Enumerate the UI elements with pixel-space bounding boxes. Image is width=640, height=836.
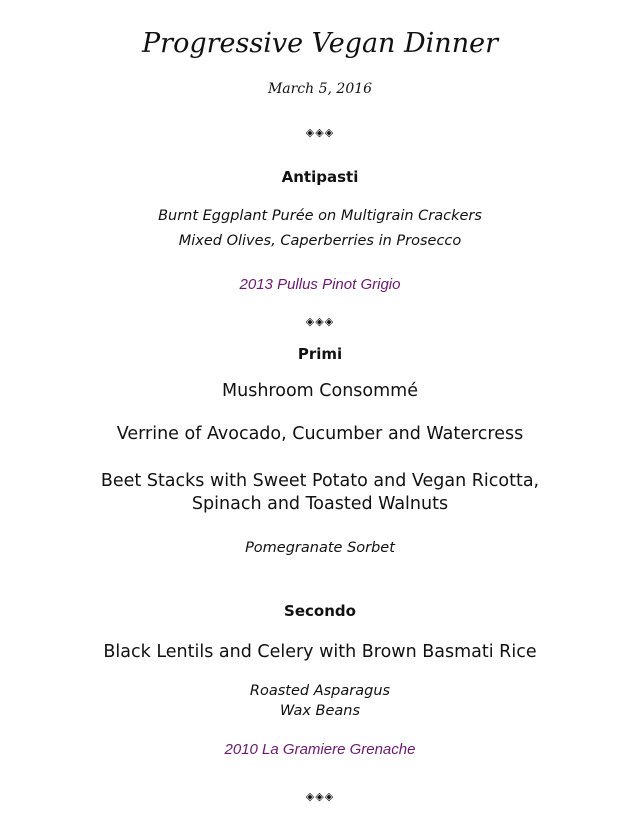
menu-item: Wax Beans	[279, 703, 361, 719]
wine-pairing: 2010 La Gramiere Grenache	[224, 741, 416, 758]
divider-ornament: ◈◈◈	[305, 126, 335, 139]
menu-item: Burnt Eggplant Purée on Multigrain Crackers	[158, 208, 482, 224]
section-heading-primi: Primi	[297, 345, 343, 363]
menu-item: Pomegranate Sorbet	[245, 540, 395, 556]
section-heading-antipasti: Antipasti	[281, 168, 359, 186]
wine-pairing: 2013 Pullus Pinot Grigio	[239, 276, 401, 293]
menu-item: Verrine of Avocado, Cucumber and Watercress	[116, 424, 524, 444]
section-heading-secondo: Secondo	[284, 602, 356, 620]
divider-ornament: ◈◈◈	[305, 315, 335, 328]
menu-item: Mushroom Consommé	[222, 381, 418, 401]
event-date: March 5, 2016	[267, 81, 373, 97]
menu-item: Beet Stacks with Sweet Potato and Vegan Ricotta,	[100, 471, 540, 491]
menu-item: Spinach and Toasted Walnuts	[191, 494, 449, 514]
menu-item: Mixed Olives, Caperberries in Prosecco	[178, 233, 462, 249]
divider-ornament: ◈◈◈	[305, 790, 335, 803]
menu-item: Roasted Asparagus	[249, 683, 391, 699]
page-title: Progressive Vegan Dinner	[142, 28, 498, 59]
menu-item: Black Lentils and Celery with Brown Basmati Rice	[103, 642, 537, 662]
